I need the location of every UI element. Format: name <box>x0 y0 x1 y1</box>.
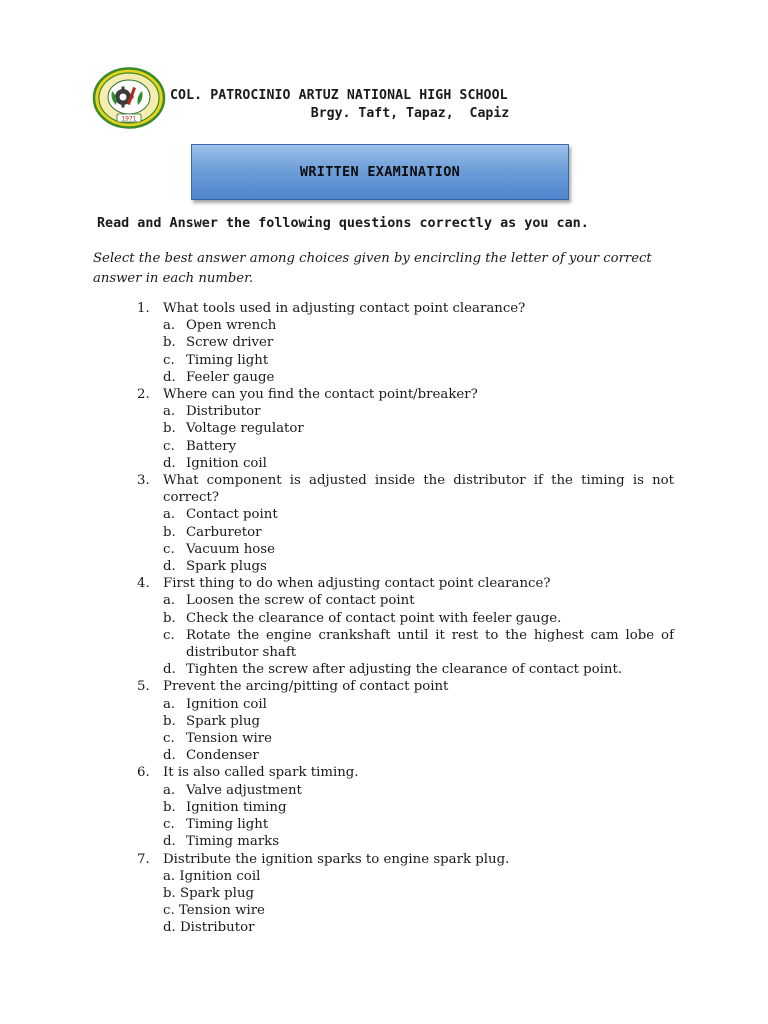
option-letter: d. <box>163 748 176 764</box>
logo-year-text: 1971 <box>121 115 137 123</box>
option-d[interactable] <box>0 455 697 472</box>
option-letter: c. <box>163 817 175 833</box>
question-6 <box>0 764 768 850</box>
option-text: Tension wire <box>178 903 265 919</box>
option-text: Timing light <box>186 352 269 368</box>
option-letter: c. <box>163 731 175 747</box>
option-text: Contact point <box>186 507 278 523</box>
option-text: Ignition coil <box>179 868 261 884</box>
option-c[interactable] <box>0 541 697 558</box>
option-text: Ignition timing <box>186 799 287 815</box>
option-letter: a. <box>163 404 176 420</box>
option-d[interactable] <box>0 833 697 850</box>
option-text: Valve adjustment <box>186 782 302 798</box>
option-text: Carburetor <box>186 524 262 540</box>
option-letter: c. <box>163 352 175 368</box>
option-a[interactable] <box>0 592 674 609</box>
option-letter: a. <box>163 318 176 334</box>
school-name: COL. PATROCINIO ARTUZ NATIONAL HIGH SCHOOL <box>170 88 508 103</box>
option-letter: c. <box>163 627 175 643</box>
question-2 <box>0 386 768 472</box>
option-letter: b. <box>163 799 176 815</box>
school-logo-seal <box>92 67 166 129</box>
exam-title: WRITTEN EXAMINATION <box>299 164 461 180</box>
question-list <box>0 300 768 937</box>
option-text: Distributor <box>186 404 261 420</box>
option-letter: b. <box>163 524 176 540</box>
option-text: Spark plugs <box>186 559 267 575</box>
option-d[interactable] <box>0 919 768 936</box>
option-a[interactable] <box>0 317 697 334</box>
option-text: Loosen the screw of contact point <box>186 593 415 609</box>
option-letter: a. <box>163 782 176 798</box>
option-b[interactable] <box>0 524 697 541</box>
question-4 <box>0 575 768 678</box>
option-letter: d. <box>163 834 176 850</box>
option-text: Rotate the engine crankshaft until it rest to the highest cam lobe of distributor shaft <box>186 627 674 661</box>
option-text: Ignition coil <box>186 455 267 471</box>
option-b[interactable] <box>0 420 697 437</box>
question-3 <box>0 472 768 575</box>
option-text: Voltage regulator <box>186 421 304 437</box>
option-c[interactable] <box>0 352 697 369</box>
option-d[interactable] <box>0 369 697 386</box>
question-number: 5. <box>137 679 150 695</box>
option-letter: a. <box>163 696 176 712</box>
option-letter: a. <box>163 593 176 609</box>
option-letter: d. <box>163 920 176 936</box>
option-text: Screw driver <box>186 335 274 351</box>
question-number: 2. <box>137 387 150 403</box>
option-a[interactable] <box>0 506 697 523</box>
option-a[interactable] <box>0 782 697 799</box>
option-text: Tension wire <box>186 731 273 747</box>
option-text: Distributor <box>179 920 255 936</box>
option-letter: c. <box>163 903 175 919</box>
option-b[interactable] <box>0 610 674 627</box>
option-letter: d. <box>163 662 176 678</box>
option-c[interactable] <box>0 902 768 919</box>
school-address: Brgy. Taft, Tapaz, Capiz <box>310 106 510 121</box>
option-c[interactable] <box>0 627 674 661</box>
option-letter: c. <box>163 438 175 454</box>
option-letter: b. <box>163 335 176 351</box>
option-b[interactable] <box>0 334 697 351</box>
option-letter: a. <box>163 507 176 523</box>
option-text: Ignition coil <box>186 696 267 712</box>
option-d[interactable] <box>0 558 697 575</box>
question-text: First thing to do when adjusting contact point clearance? <box>163 576 551 592</box>
question-1 <box>0 300 768 386</box>
option-text: Spark plug <box>179 885 255 901</box>
question-number: 7. <box>137 851 150 867</box>
option-letter: b. <box>163 885 176 901</box>
question-5 <box>0 678 768 764</box>
option-c[interactable] <box>0 730 697 747</box>
option-d[interactable] <box>0 747 697 764</box>
option-d[interactable] <box>0 661 674 678</box>
question-text: Distribute the ignition sparks to engine spark plug. <box>163 851 510 867</box>
option-text: Feeler gauge <box>186 369 275 385</box>
option-text: Tighten the screw after adjusting the clearance of contact point. <box>186 662 623 678</box>
question-text: Prevent the arcing/pitting of contact point <box>163 679 449 695</box>
option-c[interactable] <box>0 816 697 833</box>
option-letter: d. <box>163 455 176 471</box>
option-b[interactable] <box>0 713 697 730</box>
option-a[interactable] <box>0 403 697 420</box>
option-text: Timing light <box>186 817 269 833</box>
general-instruction: Read and Answer the following questions correctly as you can. <box>97 216 589 231</box>
exam-title-banner <box>191 144 569 200</box>
option-a[interactable] <box>0 868 768 885</box>
question-text: It is also called spark timing. <box>163 765 359 781</box>
option-b[interactable] <box>0 885 768 902</box>
question-number: 3. <box>137 473 150 489</box>
question-number: 6. <box>137 765 150 781</box>
option-text: Open wrench <box>186 318 277 334</box>
option-text: Vacuum hose <box>186 541 275 557</box>
option-letter: c. <box>163 541 175 557</box>
option-text: Condenser <box>186 748 259 764</box>
option-c[interactable] <box>0 438 697 455</box>
question-text: Where can you find the contact point/breaker? <box>163 387 478 403</box>
option-letter: d. <box>163 559 176 575</box>
option-text: Timing marks <box>186 834 280 850</box>
question-7 <box>0 851 768 937</box>
option-text: Spark plug <box>186 713 261 729</box>
option-a[interactable] <box>0 696 697 713</box>
option-letter: b. <box>163 610 176 626</box>
option-text: Battery <box>186 438 237 454</box>
directions-text: Select the best answer among choices given by encircling the letter of your correct answer in each number. <box>93 251 652 286</box>
question-text: What component is adjusted inside the distributor if the timing is not correct? <box>163 473 674 506</box>
question-number: 4. <box>137 576 150 592</box>
option-letter: d. <box>163 369 176 385</box>
option-text: Check the clearance of contact point with feeler gauge. <box>186 610 562 626</box>
option-letter: b. <box>163 713 176 729</box>
question-number: 1. <box>137 301 150 316</box>
option-letter: b. <box>163 421 176 437</box>
option-b[interactable] <box>0 799 697 816</box>
option-letter: a. <box>163 868 176 884</box>
question-text: What tools used in adjusting contact point clearance? <box>163 301 526 316</box>
